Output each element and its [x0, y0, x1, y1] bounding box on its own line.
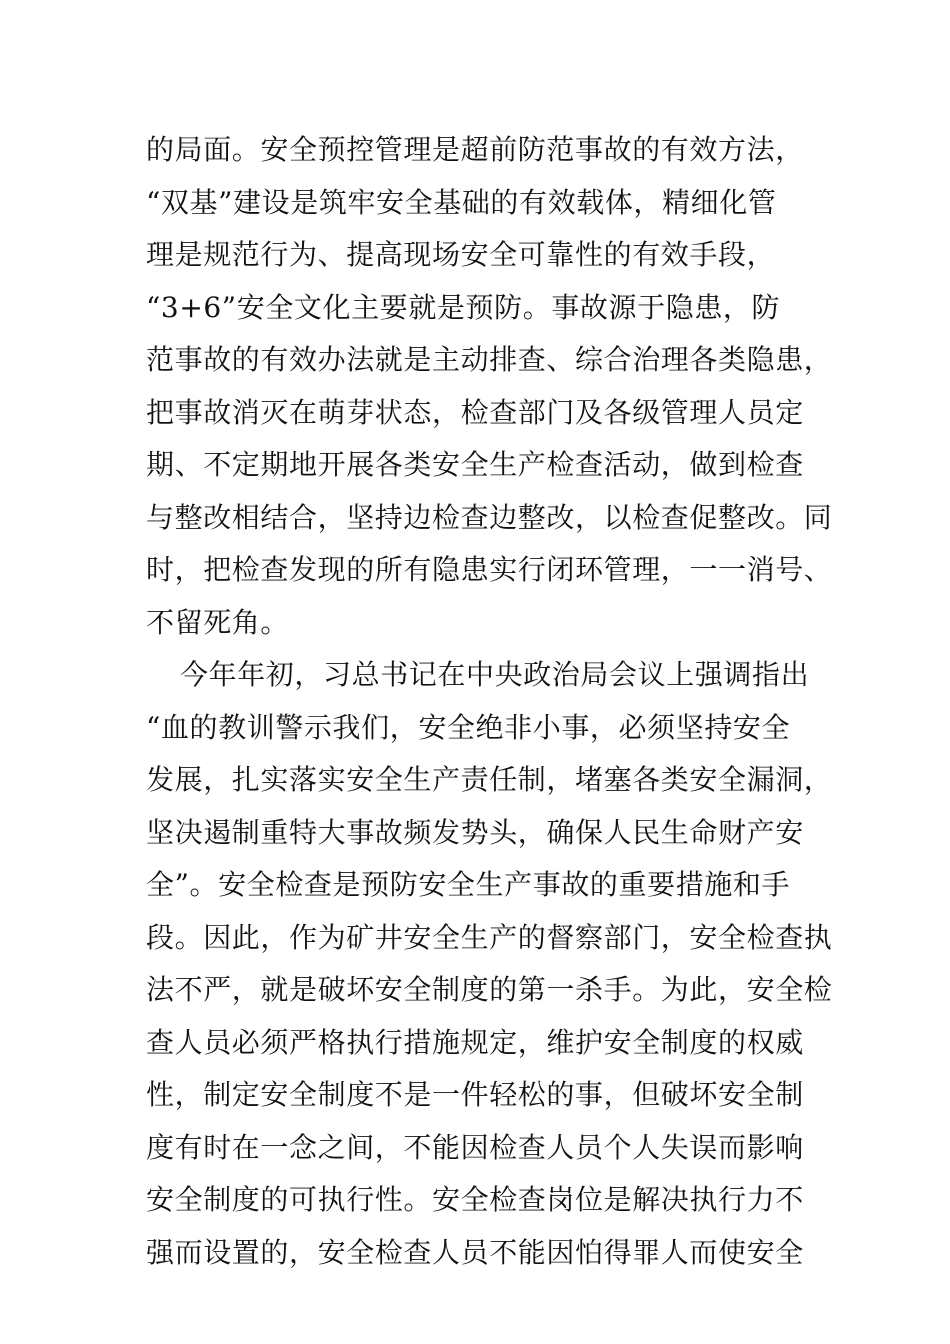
text-line: 的局面。安全预控管理是超前防范事故的有效方法， [146, 133, 804, 166]
text-line: 发展，扎实落实安全生产责任制，堵塞各类安全漏洞， [146, 763, 833, 796]
text-line: 时，把检查发现的所有隐患实行闭环管理，一一消号、 [146, 553, 833, 586]
paragraph-start-line: 今年年初，习总书记在中央政治局会议上强调指出 [180, 658, 810, 691]
text-line: “双基”建设是筑牢安全基础的有效载体，精细化管 [146, 185, 777, 219]
text-line: 与整改相结合，坚持边检查边整改，以检查促整改。同 [146, 500, 833, 534]
text-line: 强而设置的，安全检查人员不能因怕得罪人而使安全 [146, 1235, 804, 1269]
text-line: 度有时在一念之间，不能因检查人员个人失误而影响 [146, 1130, 804, 1164]
text-line: 范事故的有效办法就是主动排查、综合治理各类隐患， [146, 343, 833, 376]
text-line: 段。因此，作为矿井安全生产的督察部门，安全检查执 [146, 920, 833, 954]
text-line: 把事故消灭在萌芽状态，检查部门及各级管理人员定 [146, 395, 804, 429]
text-line: 期、不定期地开展各类安全生产检查活动，做到检查 [146, 448, 804, 481]
text-line: 查人员必须严格执行措施规定，维护安全制度的权威 [146, 1025, 804, 1059]
text-line: 全”。安全检查是预防安全生产事故的重要措施和手 [146, 868, 791, 901]
text-line: “血的教训警示我们，安全绝非小事，必须坚持安全 [146, 710, 791, 744]
text-line: “3+6”安全文化主要就是预防。事故源于隐患，防 [146, 290, 781, 324]
text-line: 法不严，就是破坏安全制度的第一杀手。为此，安全检 [146, 973, 833, 1006]
text-line: 不留死角。 [146, 605, 290, 639]
text-line: 理是规范行为、提高现场安全可靠性的有效手段， [146, 238, 776, 271]
text-line: 安全制度的可执行性。安全检查岗位是解决执行力不 [146, 1183, 804, 1216]
text-line: 坚决遏制重特大事故频发势头，确保人民生命财产安 [146, 815, 804, 849]
body-text [146, 124, 833, 1279]
text-line: 性，制定安全制度不是一件轻松的事，但破坏安全制 [146, 1078, 804, 1111]
